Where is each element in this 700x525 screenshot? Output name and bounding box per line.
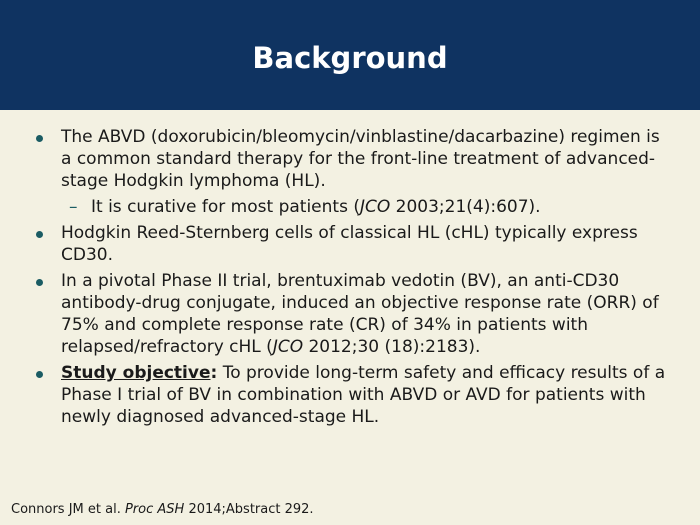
slide-title: Background — [252, 41, 448, 75]
citation-text: 2003;21(4):607). — [390, 197, 541, 217]
bullet-study-objective — [0, 362, 700, 428]
sub-bullet-curative — [0, 196, 700, 218]
sub-bullet-text: It is curative for most patients ( — [91, 197, 360, 217]
journal-name: JCO — [359, 197, 391, 217]
bullet-dot-icon — [36, 279, 43, 286]
slide-body — [0, 126, 700, 432]
footer-journal: Proc ASH — [124, 502, 185, 517]
bullet-abvd — [0, 126, 700, 192]
bullet-text: To provide long-term safety and efficacy results of a Phase I trial of BV in combination with ABVD or AVD for patients with newly diagnosed advanced-stage HL. — [61, 363, 666, 427]
sub-bullet-dash: – — [69, 197, 78, 217]
bullet-phase-ii — [0, 270, 700, 358]
bullet-text: In a pivotal Phase II trial, brentuximab vedotin (BV), an anti-CD30 antibody-drug conjugate, induced an objective response rate (ORR) of 75% and complete response rate (CR) of 34% in patients with relapsed/refractory cHL ( — [61, 271, 659, 357]
study-objective-label: Study objective — [61, 363, 211, 383]
journal-name: JCO — [272, 337, 304, 357]
bullet-dot-icon — [36, 135, 43, 142]
footer-authors: Connors JM et al. — [11, 502, 125, 517]
study-objective-colon: : — [210, 363, 218, 383]
bullet-text: Hodgkin Reed-Sternberg cells of classical HL (cHL) typically express CD30. — [61, 223, 638, 265]
bullet-dot-icon — [36, 371, 43, 378]
bullet-cd30 — [0, 222, 700, 266]
bullet-text: The ABVD (doxorubicin/bleomycin/vinblastine/dacarbazine) regimen is a common standard therapy for the front-line treatment of advanced-stage Hodgkin lymphoma (HL). — [61, 127, 660, 191]
footer-reference: 2014;Abstract 292. — [184, 502, 314, 517]
footer-citation — [11, 502, 314, 517]
bullet-dot-icon — [36, 231, 43, 238]
slide-header — [0, 0, 700, 110]
citation-text: 2012;30 (18):2183). — [303, 337, 481, 357]
